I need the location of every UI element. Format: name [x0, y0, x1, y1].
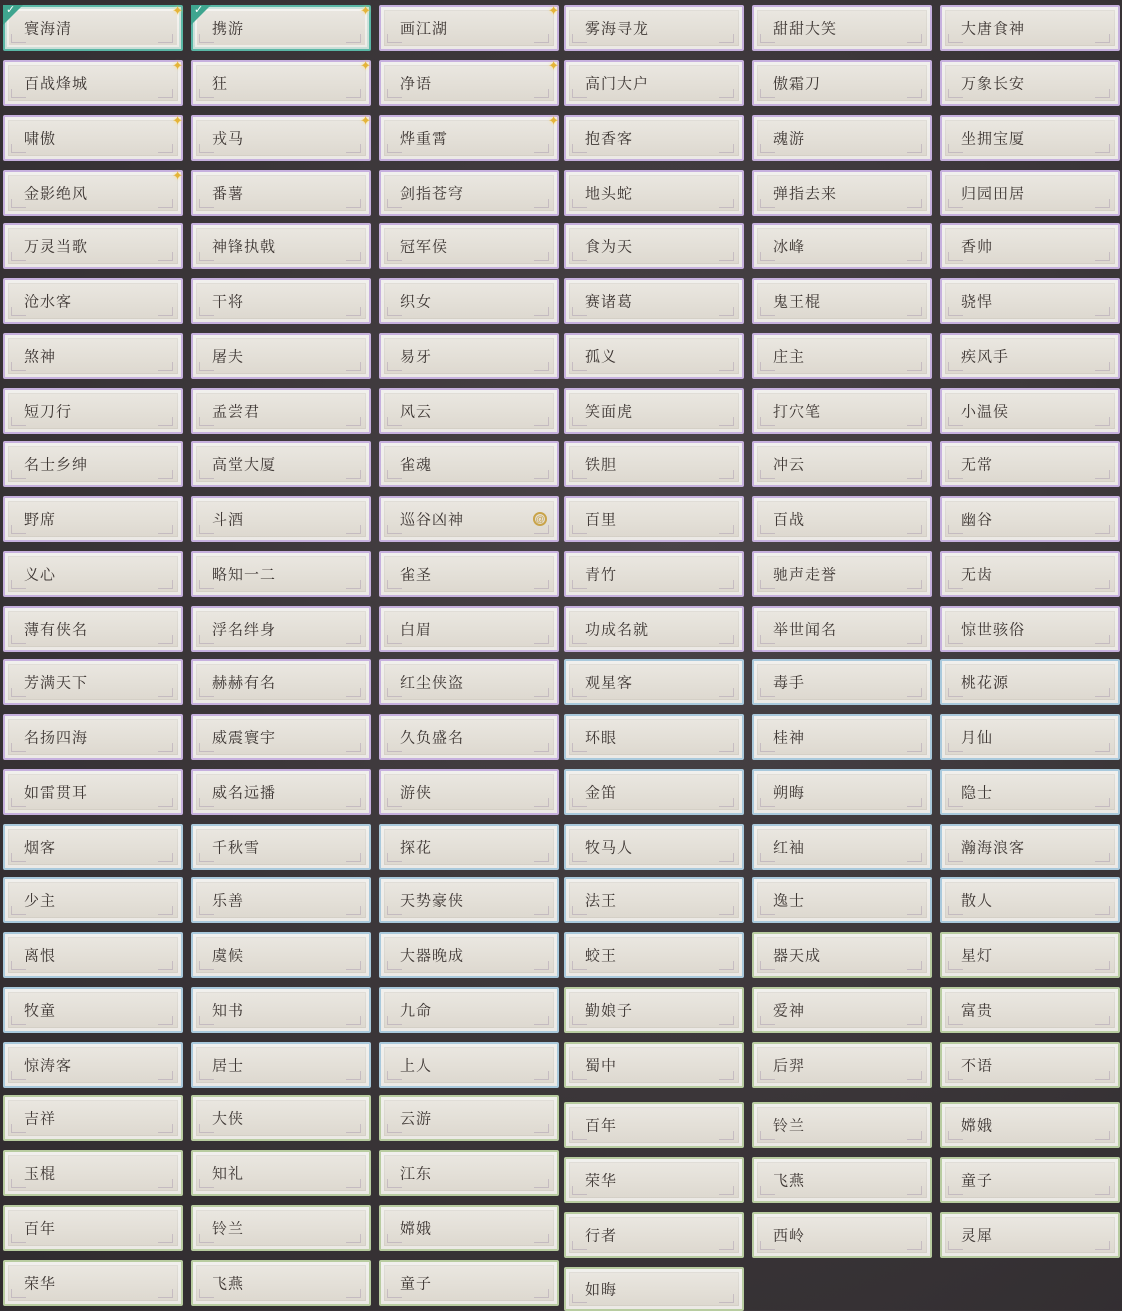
title-label: 赛诸葛: [585, 293, 634, 311]
title-tile[interactable]: [379, 932, 559, 978]
title-label: 剑指苍穹: [400, 185, 465, 203]
title-label: 知书: [212, 1002, 245, 1020]
title-label: 行者: [585, 1227, 618, 1245]
title-label: 离恨: [24, 947, 57, 965]
title-tile[interactable]: [752, 496, 932, 542]
title-label: 百年: [585, 1117, 618, 1135]
title-tile[interactable]: [191, 496, 371, 542]
title-label: 煞神: [24, 348, 57, 366]
spiral-badge-icon: @: [533, 512, 547, 526]
title-tile[interactable]: [564, 551, 744, 597]
title-label: 雾海寻龙: [585, 20, 650, 38]
title-tile[interactable]: [564, 606, 744, 652]
star-icon: ✦: [360, 113, 371, 128]
title-label: 九命: [400, 1002, 433, 1020]
title-label: 屠夫: [212, 348, 245, 366]
title-tile[interactable]: [379, 496, 559, 542]
title-label: 蜀中: [585, 1057, 618, 1075]
title-tile[interactable]: [752, 388, 932, 434]
title-label: 雀魂: [400, 456, 433, 474]
title-label: 戎马: [212, 130, 245, 148]
title-tile[interactable]: [191, 1095, 371, 1141]
title-tile[interactable]: [564, 987, 744, 1033]
title-tile[interactable]: [3, 1095, 183, 1141]
title-tile[interactable]: [191, 551, 371, 597]
title-tile[interactable]: [191, 5, 371, 51]
title-label: 吉祥: [24, 1110, 57, 1128]
title-label: 嫦娥: [961, 1117, 994, 1135]
title-label: 爱神: [773, 1002, 806, 1020]
title-label: 举世闻名: [773, 621, 838, 639]
title-tile[interactable]: [379, 877, 559, 923]
title-tile[interactable]: [379, 1095, 559, 1141]
title-tile[interactable]: [379, 5, 559, 51]
star-icon: ✦: [548, 113, 559, 128]
title-tile[interactable]: [564, 1042, 744, 1088]
title-tile[interactable]: [940, 551, 1120, 597]
title-label: 无常: [961, 456, 994, 474]
title-tile[interactable]: [3, 1260, 183, 1306]
title-tile[interactable]: [752, 659, 932, 705]
title-tile[interactable]: [379, 551, 559, 597]
title-tile[interactable]: [3, 606, 183, 652]
title-label: 香帅: [961, 238, 994, 256]
title-label: 地头蛇: [585, 185, 634, 203]
title-label: 月仙: [961, 729, 994, 747]
title-tile[interactable]: [564, 170, 744, 216]
title-tile[interactable]: [379, 987, 559, 1033]
title-tile[interactable]: [564, 115, 744, 161]
title-label: 后羿: [773, 1057, 806, 1075]
title-tile[interactable]: [752, 333, 932, 379]
title-tile[interactable]: [564, 1212, 744, 1258]
title-label: 甜甜大笑: [773, 20, 838, 38]
title-tile[interactable]: [564, 877, 744, 923]
title-tile[interactable]: [564, 441, 744, 487]
title-tile[interactable]: [379, 714, 559, 760]
title-tile[interactable]: [752, 714, 932, 760]
title-tile[interactable]: [940, 1102, 1120, 1148]
title-tile[interactable]: [3, 1042, 183, 1088]
title-tile[interactable]: [940, 1157, 1120, 1203]
title-label: 名士乡绅: [24, 456, 89, 474]
title-tile[interactable]: [3, 659, 183, 705]
title-label: 百年: [24, 1220, 57, 1238]
title-label: 荣华: [585, 1172, 618, 1190]
title-tile[interactable]: [752, 987, 932, 1033]
title-tile[interactable]: [3, 170, 183, 216]
star-icon: ✦: [172, 113, 183, 128]
title-tile[interactable]: [940, 496, 1120, 542]
title-tile[interactable]: [752, 606, 932, 652]
title-label: 观星客: [585, 674, 634, 692]
title-tile[interactable]: [564, 60, 744, 106]
title-label: 荣华: [24, 1275, 57, 1293]
title-label: 小温侯: [961, 403, 1010, 421]
title-label: 番薯: [212, 185, 245, 203]
title-tile[interactable]: [940, 1042, 1120, 1088]
title-label: 瀚海浪客: [961, 839, 1026, 857]
title-label: 桃花源: [961, 674, 1010, 692]
title-tile[interactable]: [191, 1150, 371, 1196]
title-tile[interactable]: [191, 1260, 371, 1306]
title-tile[interactable]: [564, 278, 744, 324]
title-tile[interactable]: [3, 388, 183, 434]
star-icon: ✦: [548, 3, 559, 18]
title-label: 百里: [585, 511, 618, 529]
title-tile[interactable]: [752, 877, 932, 923]
title-label: 万灵当歌: [24, 238, 89, 256]
title-tile[interactable]: [564, 5, 744, 51]
title-tile[interactable]: [191, 115, 371, 161]
title-label: 西岭: [773, 1227, 806, 1245]
title-label: 散人: [961, 892, 994, 910]
title-tile[interactable]: [191, 932, 371, 978]
title-tile[interactable]: [564, 1267, 744, 1311]
title-tile[interactable]: [191, 824, 371, 870]
title-tile[interactable]: [379, 1205, 559, 1251]
title-label: 大器晚成: [400, 947, 465, 965]
title-label: 义心: [24, 566, 57, 584]
title-label: 冠军侯: [400, 238, 449, 256]
title-label: 灵犀: [961, 1227, 994, 1245]
title-label: 法王: [585, 892, 618, 910]
title-label: 短刀行: [24, 403, 73, 421]
title-tile[interactable]: [940, 5, 1120, 51]
title-label: 归园田居: [961, 185, 1026, 203]
title-label: 蛟王: [585, 947, 618, 965]
title-tile[interactable]: [752, 170, 932, 216]
title-tile[interactable]: [752, 824, 932, 870]
title-tile[interactable]: [379, 1260, 559, 1306]
title-label: 浮名绊身: [212, 621, 277, 639]
title-label: 红尘侠盗: [400, 674, 465, 692]
title-label: 牧童: [24, 1002, 57, 1020]
title-tile[interactable]: [379, 223, 559, 269]
title-label: 傲霜刀: [773, 75, 822, 93]
title-label: 食为天: [585, 238, 634, 256]
title-label: 薄有侠名: [24, 621, 89, 639]
title-label: 神锋执戟: [212, 238, 277, 256]
title-tile[interactable]: [752, 551, 932, 597]
title-tile[interactable]: [379, 606, 559, 652]
title-tile[interactable]: [564, 714, 744, 760]
title-label: 嫦娥: [400, 1220, 433, 1238]
title-label: 探花: [400, 839, 433, 857]
title-tile[interactable]: [940, 333, 1120, 379]
title-tile[interactable]: [191, 441, 371, 487]
title-label: 风云: [400, 403, 433, 421]
title-tile[interactable]: [564, 824, 744, 870]
star-icon: ✦: [548, 58, 559, 73]
title-label: 千秋雪: [212, 839, 261, 857]
title-label: 净语: [400, 75, 433, 93]
title-tile[interactable]: [940, 714, 1120, 760]
title-label: 铃兰: [212, 1220, 245, 1238]
title-tile[interactable]: [564, 1102, 744, 1148]
title-tile[interactable]: [191, 877, 371, 923]
title-tile[interactable]: [940, 606, 1120, 652]
title-label: 白眉: [400, 621, 433, 639]
title-label: 高门大户: [585, 75, 650, 93]
title-tile[interactable]: [564, 388, 744, 434]
title-tile[interactable]: [3, 551, 183, 597]
title-tile[interactable]: [752, 769, 932, 815]
title-label: 沧水客: [24, 293, 73, 311]
title-label: 干将: [212, 293, 245, 311]
title-label: 大唐食神: [961, 20, 1026, 38]
title-tile[interactable]: [379, 115, 559, 161]
title-tile[interactable]: [564, 932, 744, 978]
title-tile[interactable]: [564, 1157, 744, 1203]
title-tile[interactable]: [191, 170, 371, 216]
title-tile[interactable]: [940, 824, 1120, 870]
title-label: 惊世骇俗: [961, 621, 1026, 639]
title-label: 居士: [212, 1057, 245, 1075]
star-icon: ✦: [360, 58, 371, 73]
title-label: 虞候: [212, 947, 245, 965]
title-label: 狂: [212, 75, 229, 93]
title-label: 笑面虎: [585, 403, 634, 421]
title-label: 略知一二: [212, 566, 277, 584]
title-tile[interactable]: [191, 388, 371, 434]
title-label: 赫赫有名: [212, 674, 277, 692]
title-label: 游侠: [400, 784, 433, 802]
title-label: 百战: [773, 511, 806, 529]
title-label: 魂游: [773, 130, 806, 148]
title-tile[interactable]: [3, 824, 183, 870]
title-label: 威名远播: [212, 784, 277, 802]
title-label: 乐善: [212, 892, 245, 910]
title-tile[interactable]: [940, 987, 1120, 1033]
title-tile[interactable]: [191, 606, 371, 652]
title-tile[interactable]: [379, 1150, 559, 1196]
title-tile[interactable]: [379, 60, 559, 106]
title-tile[interactable]: [3, 877, 183, 923]
title-tile[interactable]: [3, 115, 183, 161]
title-label: 天势豪侠: [400, 892, 465, 910]
title-tile[interactable]: [3, 1205, 183, 1251]
title-tile[interactable]: [191, 769, 371, 815]
title-tile[interactable]: [379, 333, 559, 379]
title-label: 红袖: [773, 839, 806, 857]
title-label: 打穴笔: [773, 403, 822, 421]
title-label: 勤娘子: [585, 1002, 634, 1020]
title-tile[interactable]: [752, 115, 932, 161]
star-icon: ✦: [172, 58, 183, 73]
title-label: 上人: [400, 1057, 433, 1075]
title-tile[interactable]: [564, 333, 744, 379]
title-label: 野席: [24, 511, 57, 529]
title-tile[interactable]: [191, 223, 371, 269]
title-tile[interactable]: [3, 932, 183, 978]
title-tile[interactable]: [752, 5, 932, 51]
star-icon: ✦: [360, 3, 371, 18]
title-label: 万象长安: [961, 75, 1026, 93]
title-label: 童子: [400, 1275, 433, 1293]
title-tile[interactable]: [564, 496, 744, 542]
title-label: 烨重霄: [400, 130, 449, 148]
title-label: 飞燕: [212, 1275, 245, 1293]
title-label: 朔晦: [773, 784, 806, 802]
title-label: 威震寰宇: [212, 729, 277, 747]
title-tile[interactable]: [379, 824, 559, 870]
check-mark-icon: ✓: [194, 4, 204, 16]
title-label: 烟客: [24, 839, 57, 857]
title-label: 斗酒: [212, 511, 245, 529]
title-tile[interactable]: [940, 441, 1120, 487]
title-label: 江东: [400, 1165, 433, 1183]
title-label: 惊涛客: [24, 1057, 73, 1075]
title-tile[interactable]: [940, 278, 1120, 324]
title-label: 金影绝风: [24, 185, 89, 203]
title-label: 冲云: [773, 456, 806, 474]
title-label: 孟尝君: [212, 403, 261, 421]
title-label: 抱香客: [585, 130, 634, 148]
title-label: 寰海清: [24, 20, 73, 38]
title-tile[interactable]: [940, 932, 1120, 978]
check-mark-icon: ✓: [6, 4, 16, 16]
title-label: 隐士: [961, 784, 994, 802]
title-tile[interactable]: [379, 278, 559, 324]
title-label: 芳满天下: [24, 674, 89, 692]
title-tile[interactable]: [3, 441, 183, 487]
title-tile[interactable]: [191, 714, 371, 760]
title-label: 画江湖: [400, 20, 449, 38]
title-label: 幽谷: [961, 511, 994, 529]
title-tile[interactable]: [191, 278, 371, 324]
title-label: 如晦: [585, 1281, 618, 1299]
title-label: 孤义: [585, 348, 618, 366]
title-label: 携游: [212, 20, 245, 38]
title-label: 少主: [24, 892, 57, 910]
title-tile[interactable]: [379, 441, 559, 487]
title-label: 童子: [961, 1172, 994, 1190]
title-label: 器天成: [773, 947, 822, 965]
title-tile[interactable]: [564, 769, 744, 815]
title-label: 巡谷凶神: [400, 511, 465, 529]
title-tile[interactable]: [940, 877, 1120, 923]
title-tile[interactable]: [752, 223, 932, 269]
title-tile[interactable]: [752, 932, 932, 978]
star-icon: ✦: [172, 168, 183, 183]
title-label: 啸傲: [24, 130, 57, 148]
title-label: 环眼: [585, 729, 618, 747]
title-tile[interactable]: [564, 659, 744, 705]
title-label: 毒手: [773, 674, 806, 692]
title-label: 牧马人: [585, 839, 634, 857]
title-label: 青竹: [585, 566, 618, 584]
title-tile[interactable]: [3, 278, 183, 324]
title-tile[interactable]: [3, 987, 183, 1033]
title-tile[interactable]: [379, 769, 559, 815]
title-tile[interactable]: [752, 60, 932, 106]
title-tile[interactable]: [940, 659, 1120, 705]
title-tile[interactable]: [564, 223, 744, 269]
title-tile[interactable]: [3, 1150, 183, 1196]
title-tile[interactable]: [3, 223, 183, 269]
title-label: 玉棍: [24, 1165, 57, 1183]
title-label: 庄主: [773, 348, 806, 366]
title-tile[interactable]: [191, 333, 371, 379]
title-tile[interactable]: [191, 1042, 371, 1088]
title-tile[interactable]: [940, 170, 1120, 216]
title-label: 鬼王棍: [773, 293, 822, 311]
title-tile[interactable]: [940, 223, 1120, 269]
title-tile[interactable]: [3, 496, 183, 542]
title-tile[interactable]: [752, 1042, 932, 1088]
title-label: 如雷贯耳: [24, 784, 89, 802]
title-label: 桂神: [773, 729, 806, 747]
title-label: 铁胆: [585, 456, 618, 474]
title-label: 易牙: [400, 348, 433, 366]
title-label: 百战烽城: [24, 75, 89, 93]
title-tile[interactable]: [752, 441, 932, 487]
title-tile[interactable]: [940, 60, 1120, 106]
title-tile[interactable]: [940, 1212, 1120, 1258]
title-tile[interactable]: [191, 987, 371, 1033]
title-label: 逸士: [773, 892, 806, 910]
title-tile[interactable]: [379, 170, 559, 216]
title-tile[interactable]: [379, 388, 559, 434]
title-label: 骁悍: [961, 293, 994, 311]
title-label: 坐拥宝厦: [961, 130, 1026, 148]
title-label: 云游: [400, 1110, 433, 1128]
title-label: 知礼: [212, 1165, 245, 1183]
title-tile[interactable]: [3, 60, 183, 106]
title-tile[interactable]: [752, 1212, 932, 1258]
title-label: 铃兰: [773, 1117, 806, 1135]
title-tile[interactable]: [3, 714, 183, 760]
title-label: 大侠: [212, 1110, 245, 1128]
title-tile[interactable]: [191, 659, 371, 705]
title-tile[interactable]: [752, 278, 932, 324]
title-label: 驰声走誉: [773, 566, 838, 584]
title-label: 飞燕: [773, 1172, 806, 1190]
title-label: 冰峰: [773, 238, 806, 256]
title-label: 功成名就: [585, 621, 650, 639]
title-tile[interactable]: [752, 1157, 932, 1203]
title-tile[interactable]: [379, 659, 559, 705]
star-icon: ✦: [172, 3, 183, 18]
title-label: 星灯: [961, 947, 994, 965]
title-label: 雀圣: [400, 566, 433, 584]
title-tile[interactable]: [3, 333, 183, 379]
title-tile[interactable]: [3, 5, 183, 51]
title-label: 富贵: [961, 1002, 994, 1020]
title-tile[interactable]: [940, 769, 1120, 815]
title-label: 久负盛名: [400, 729, 465, 747]
title-label: 不语: [961, 1057, 994, 1075]
title-tile[interactable]: [191, 1205, 371, 1251]
title-tile[interactable]: [3, 769, 183, 815]
title-label: 无齿: [961, 566, 994, 584]
title-tile[interactable]: [752, 1102, 932, 1148]
title-tile[interactable]: [940, 115, 1120, 161]
title-label: 名扬四海: [24, 729, 89, 747]
title-label: 织女: [400, 293, 433, 311]
title-label: 疾风手: [961, 348, 1010, 366]
title-tile[interactable]: [379, 1042, 559, 1088]
title-tile[interactable]: [940, 388, 1120, 434]
title-label: 高堂大厦: [212, 456, 277, 474]
title-tile[interactable]: [191, 60, 371, 106]
title-label: 金笛: [585, 784, 618, 802]
title-label: 弹指去来: [773, 185, 838, 203]
